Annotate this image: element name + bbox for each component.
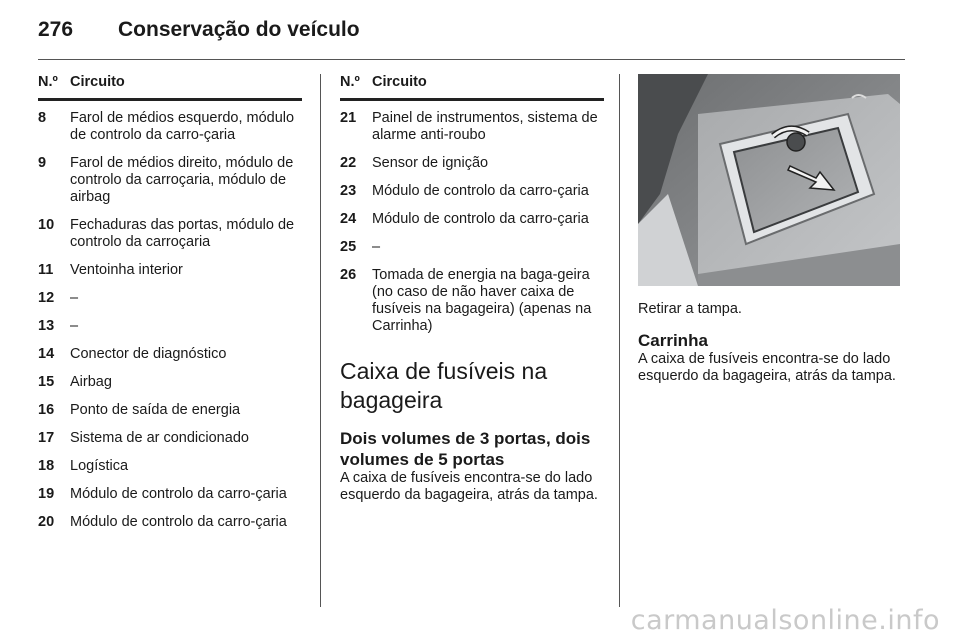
table-row (340, 183, 604, 200)
circuit-description: Módulo de controlo da carro-çaria (70, 514, 287, 530)
section-heading: Caixa de fusíveis na bagageira (340, 358, 548, 413)
col-number-header: N.º (38, 74, 58, 90)
table-row (38, 458, 302, 475)
circuit-description: Farol de médios esquerdo, módulo de controlo da carro-çaria (70, 110, 295, 143)
table-row (38, 486, 302, 503)
fuse-number: 21 (340, 110, 357, 126)
table-row (340, 110, 604, 144)
carrinha-heading: Carrinha (638, 331, 708, 350)
table-row (38, 402, 302, 419)
fuse-number: 17 (38, 430, 55, 446)
page-number: 276 (38, 18, 74, 41)
col-circuit-header: Circuito (70, 74, 125, 90)
circuit-description: Sensor de ignição (372, 155, 489, 171)
right-column (638, 74, 900, 385)
table-row (340, 267, 604, 335)
table-header (340, 74, 604, 101)
fuse-number: 22 (340, 155, 357, 171)
circuit-description: – (70, 290, 79, 306)
table-row (38, 430, 302, 447)
circuit-description: – (70, 318, 79, 334)
table-row (38, 217, 302, 251)
circuit-description: Ponto de saída de energia (70, 402, 241, 418)
col-number-header: N.º (340, 74, 360, 90)
circuit-description: – (372, 239, 381, 255)
fuse-number: 20 (38, 514, 55, 530)
fuse-table-left (38, 74, 302, 531)
fuse-number: 11 (38, 262, 54, 278)
fuse-number: 23 (340, 183, 357, 199)
watermark: carmanualsonline.info (630, 605, 940, 636)
fuse-number: 18 (38, 458, 55, 474)
table-row (38, 262, 302, 279)
fuse-number: 26 (340, 267, 357, 283)
column-divider (320, 74, 321, 607)
circuit-description: Módulo de controlo da carro-çaria (70, 486, 287, 502)
fuse-cover-photo (638, 74, 900, 286)
middle-column (340, 74, 604, 504)
circuit-description: Fechaduras das portas, módulo de controlo da carroçaria (70, 217, 295, 250)
table-row (38, 346, 302, 363)
fuse-number: 8 (38, 110, 47, 126)
circuit-description: Farol de médios direito, módulo de controlo da carroçaria, módulo de airbag (70, 155, 294, 205)
circuit-description: Módulo de controlo da carro-çaria (372, 211, 589, 227)
circuit-description: Airbag (70, 374, 112, 390)
fuse-number: 19 (38, 486, 55, 502)
circuit-description: Módulo de controlo da carro-çaria (372, 183, 589, 199)
circuit-description: Painel de instrumentos, sistema de alarme anti-roubo (372, 110, 598, 143)
table-row (340, 239, 604, 256)
col-circuit-header: Circuito (372, 74, 427, 90)
page-title: Conservação do veículo (118, 18, 360, 41)
table-row (38, 374, 302, 391)
table-row (38, 155, 302, 206)
column-divider (619, 74, 620, 607)
table-row (38, 110, 302, 144)
carrinha-paragraph: A caixa de fusíveis encontra-se do lado esquerdo da bagageira, atrás da tampa. (638, 351, 896, 384)
fuse-number: 24 (340, 211, 357, 227)
table-row (38, 514, 302, 531)
circuit-description: Logística (70, 458, 129, 474)
fuse-cover-illustration (638, 74, 900, 286)
table-row (340, 155, 604, 172)
table-row (38, 318, 302, 335)
table-row (38, 290, 302, 307)
section-subheading: Dois volumes de 3 portas, dois volumes de 5 portas (340, 429, 591, 469)
circuit-description: Conector de diagnóstico (70, 346, 227, 362)
fuse-number: 9 (38, 155, 47, 171)
table-header (38, 74, 302, 101)
photo-caption: Retirar a tampa. (638, 301, 742, 317)
page-header (38, 14, 922, 48)
fuse-number: 12 (38, 290, 55, 306)
table-row (340, 211, 604, 228)
fuse-number: 16 (38, 402, 55, 418)
fuse-number: 25 (340, 239, 357, 255)
fuse-number: 14 (38, 346, 55, 362)
fuse-number: 10 (38, 217, 55, 233)
fuse-number: 13 (38, 318, 55, 334)
circuit-description: Tomada de energia na baga-geira (no caso de não haver caixa de fusíveis na bagageira) (apenas na Carrinha) (372, 267, 592, 334)
header-divider (38, 59, 905, 60)
section-paragraph: A caixa de fusíveis encontra-se do lado esquerdo da bagageira, atrás da tampa. (340, 470, 598, 503)
circuit-description: Ventoinha interior (70, 262, 183, 278)
circuit-description: Sistema de ar condicionado (70, 430, 249, 446)
fuse-number: 15 (38, 374, 55, 390)
fuse-table-right (340, 74, 604, 335)
